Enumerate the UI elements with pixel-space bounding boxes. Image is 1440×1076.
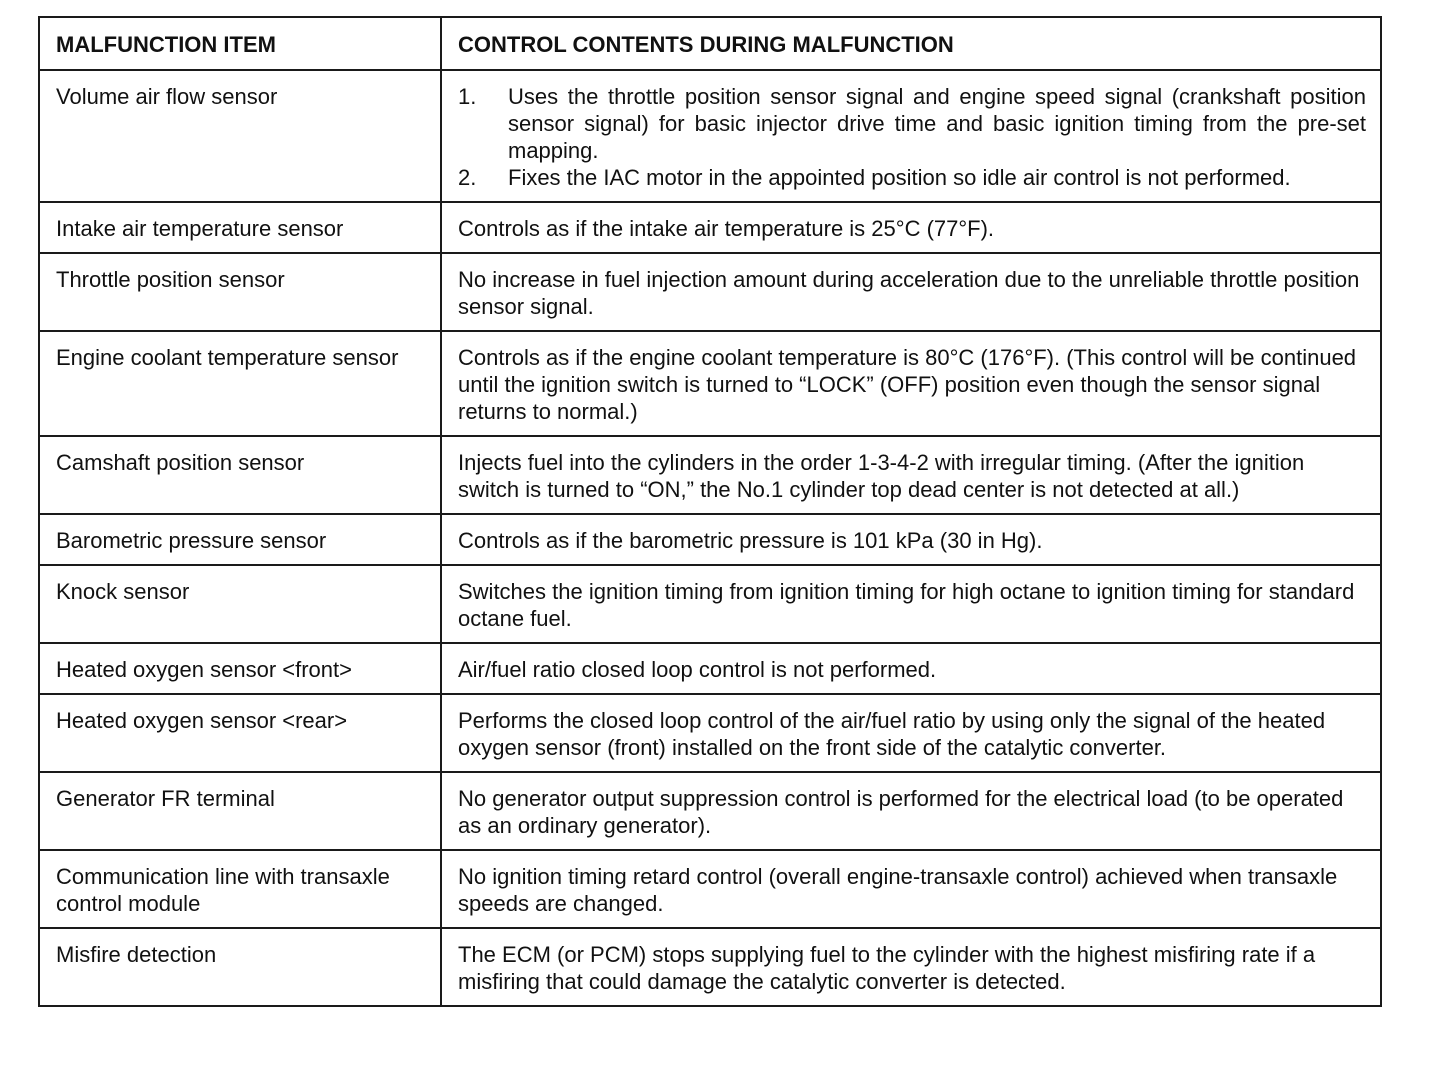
malfunction-item-cell: Volume air flow sensor [39, 70, 441, 202]
table-row [39, 850, 1381, 928]
control-step [458, 164, 1366, 191]
malfunction-item-cell: Barometric pressure sensor [39, 514, 441, 565]
table-row [39, 772, 1381, 850]
table-row [39, 436, 1381, 514]
control-contents-cell [441, 70, 1381, 202]
table-row [39, 202, 1381, 253]
table-row [39, 514, 1381, 565]
header-control-contents: CONTROL CONTENTS DURING MALFUNCTION [441, 17, 1381, 70]
control-contents-cell: The ECM (or PCM) stops supplying fuel to the cylinder with the highest misfiring rate if a misfiring that could damage the catalytic converter is detected. [441, 928, 1381, 1006]
control-contents-cell: No generator output suppression control is performed for the electrical load (to be operated as an ordinary generator). [441, 772, 1381, 850]
malfunction-item-cell: Heated oxygen sensor <rear> [39, 694, 441, 772]
malfunction-item-cell: Heated oxygen sensor <front> [39, 643, 441, 694]
table-row [39, 70, 1381, 202]
table-header-row [39, 17, 1381, 70]
malfunction-item-cell: Throttle position sensor [39, 253, 441, 331]
step-text: Fixes the IAC motor in the appointed position so idle air control is not performed. [508, 165, 1291, 190]
control-contents-cell: Injects fuel into the cylinders in the order 1-3-4-2 with irregular timing. (After the ignition switch is turned to “ON,” the No.1 cylinder top dead center is not detected at all.) [441, 436, 1381, 514]
control-contents-cell: Air/fuel ratio closed loop control is not performed. [441, 643, 1381, 694]
control-contents-cell: Controls as if the intake air temperature is 25°C (77°F). [441, 202, 1381, 253]
table-row [39, 643, 1381, 694]
malfunction-item-cell: Misfire detection [39, 928, 441, 1006]
control-contents-cell: Controls as if the barometric pressure is 101 kPa (30 in Hg). [441, 514, 1381, 565]
control-step [458, 83, 1366, 164]
control-contents-cell: No ignition timing retard control (overall engine-transaxle control) achieved when transaxle speeds are changed. [441, 850, 1381, 928]
table-row [39, 928, 1381, 1006]
table-row [39, 565, 1381, 643]
malfunction-control-table [38, 16, 1382, 1007]
malfunction-item-cell: Generator FR terminal [39, 772, 441, 850]
malfunction-item-cell: Communication line with transaxle control module [39, 850, 441, 928]
malfunction-item-cell: Knock sensor [39, 565, 441, 643]
malfunction-item-cell: Intake air temperature sensor [39, 202, 441, 253]
malfunction-item-cell: Camshaft position sensor [39, 436, 441, 514]
control-contents-cell: Performs the closed loop control of the air/fuel ratio by using only the signal of the heated oxygen sensor (front) installed on the front side of the catalytic converter. [441, 694, 1381, 772]
control-contents-cell: Controls as if the engine coolant temperature is 80°C (176°F). (This control will be continued until the ignition switch is turned to “LOCK” (OFF) position even though the sensor signal returns to normal.) [441, 331, 1381, 436]
control-contents-cell: No increase in fuel injection amount during acceleration due to the unreliable throttle position sensor signal. [441, 253, 1381, 331]
control-steps-list [458, 83, 1366, 191]
table-row [39, 253, 1381, 331]
table-row [39, 694, 1381, 772]
control-contents-cell: Switches the ignition timing from ignition timing for high octane to ignition timing for standard octane fuel. [441, 565, 1381, 643]
malfunction-item-cell: Engine coolant temperature sensor [39, 331, 441, 436]
header-malfunction-item: MALFUNCTION ITEM [39, 17, 441, 70]
step-number: 1. [458, 84, 477, 109]
step-text: Uses the throttle position sensor signal and engine speed signal (crankshaft position sensor signal) for basic injector drive time and basic ignition timing from the pre-set mapping. [508, 84, 1366, 163]
step-number: 2. [458, 165, 477, 190]
table-row [39, 331, 1381, 436]
